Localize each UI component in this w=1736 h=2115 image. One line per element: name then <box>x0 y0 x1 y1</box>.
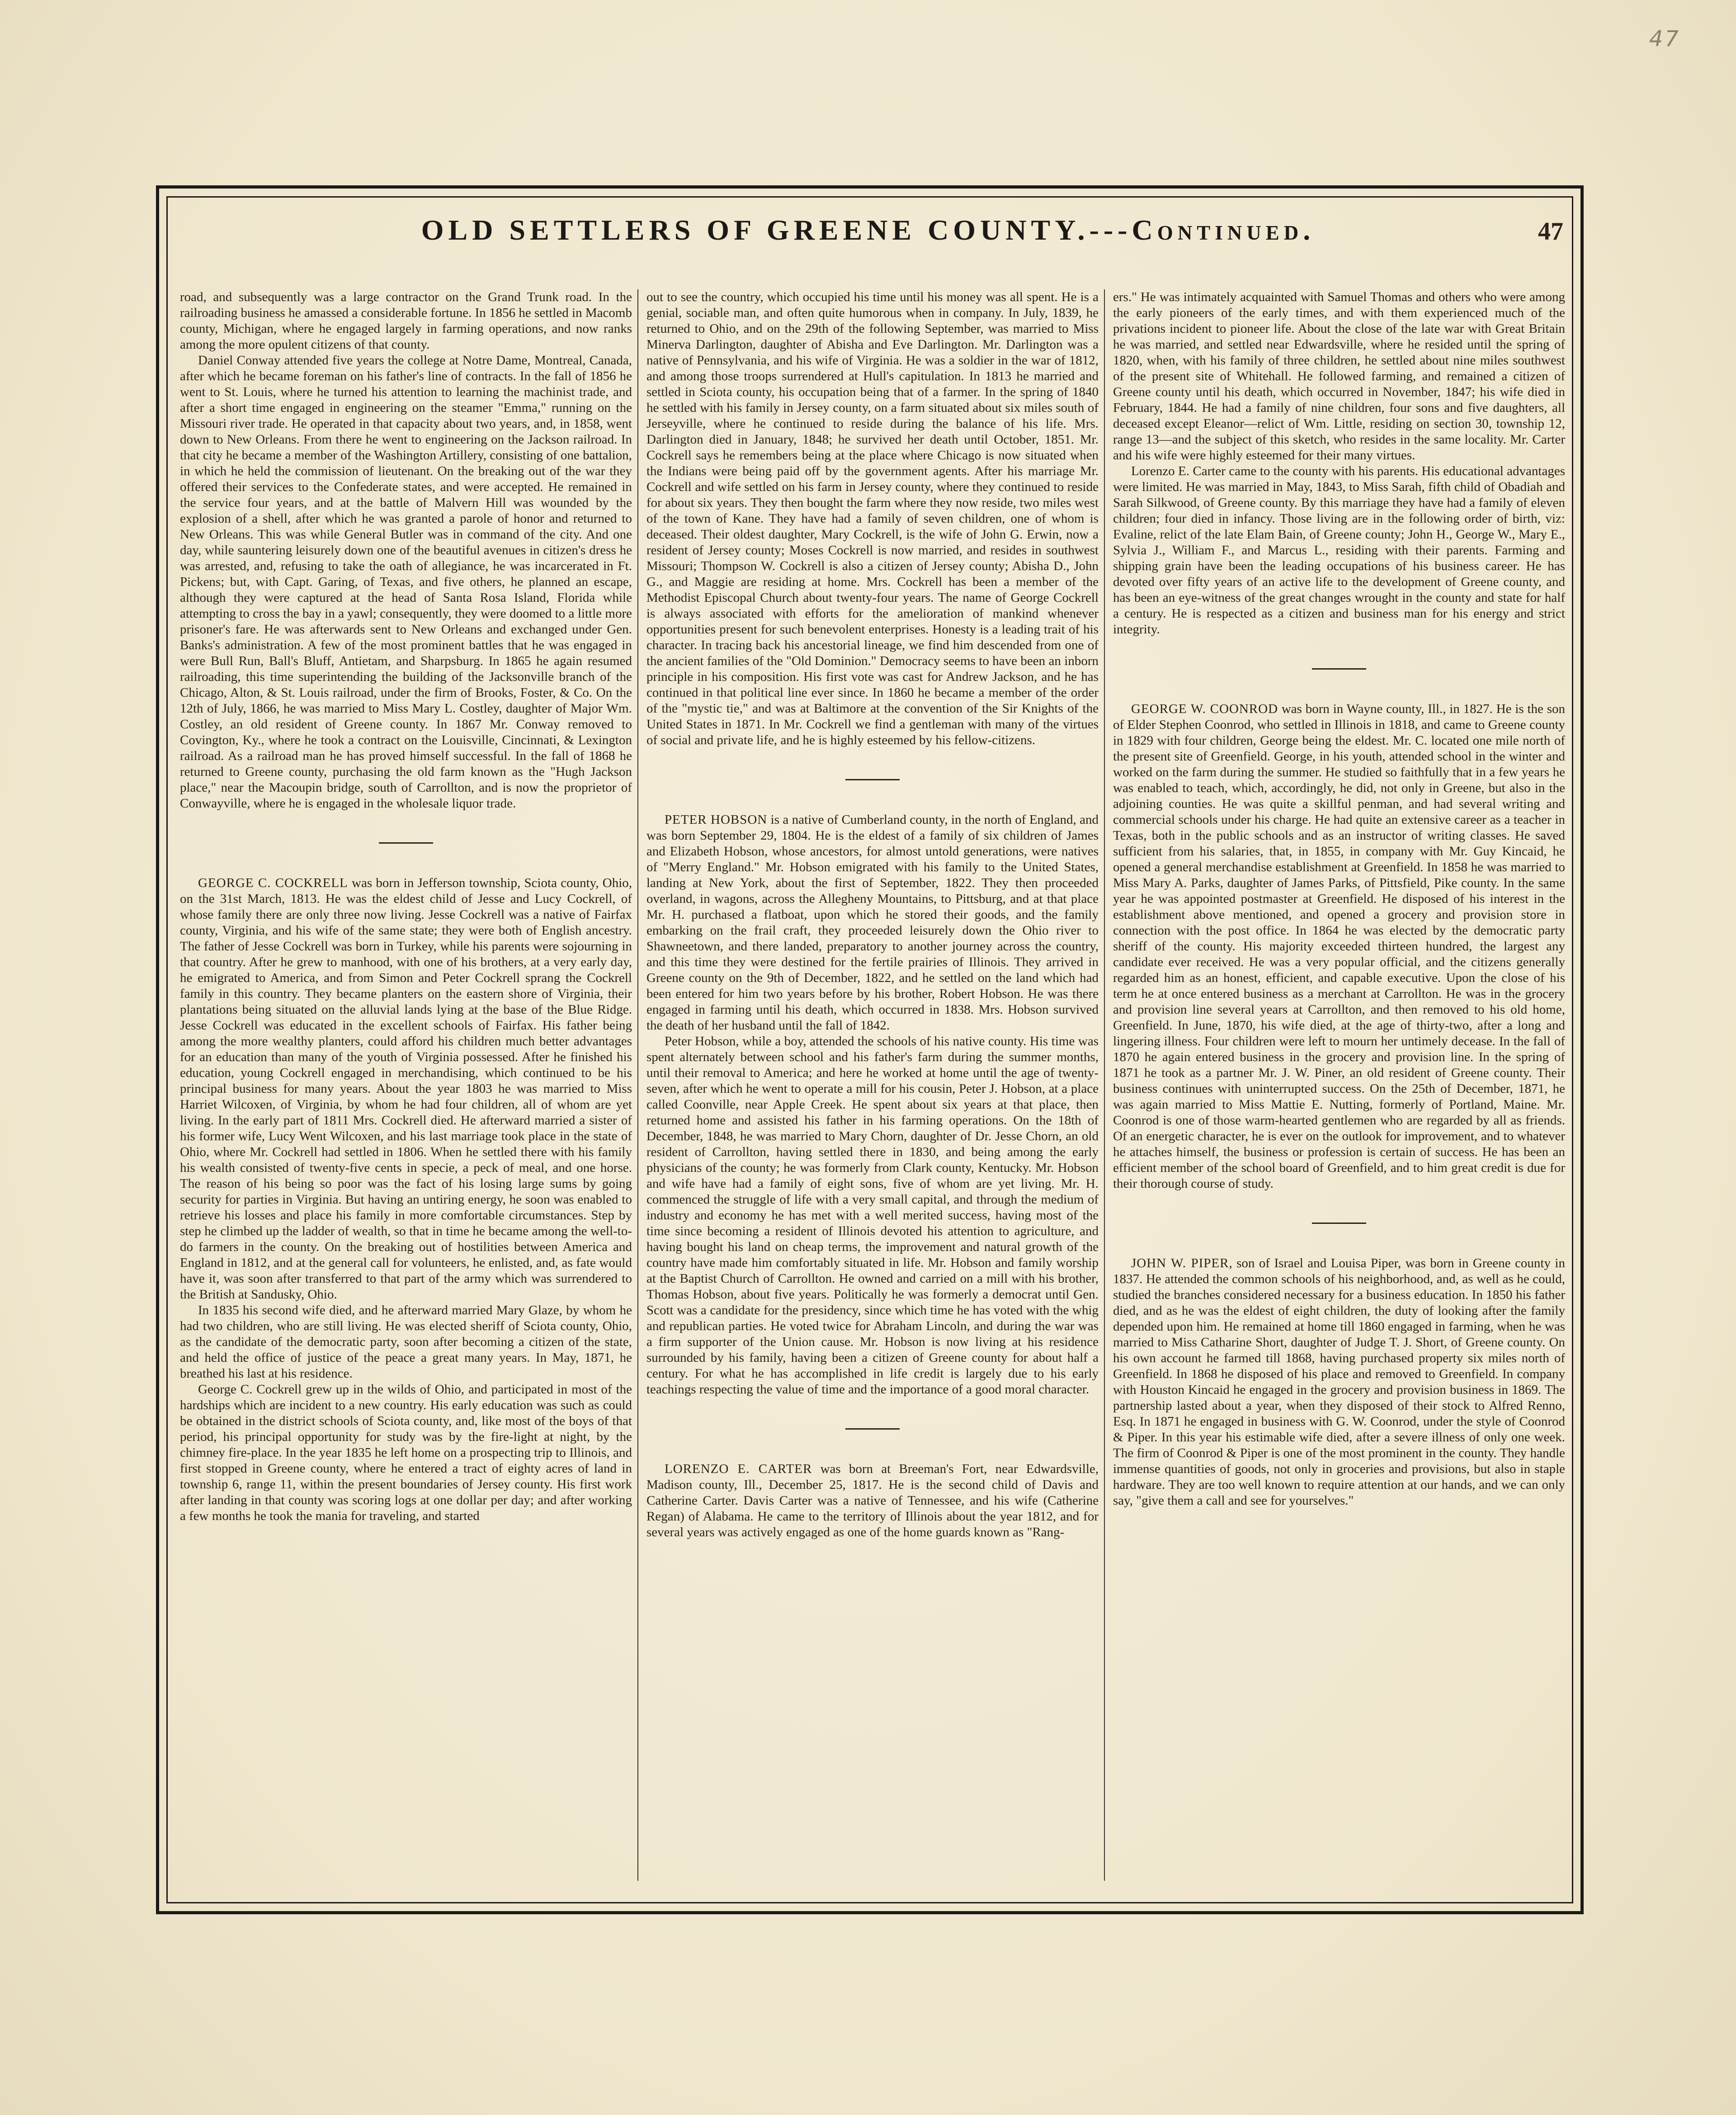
paragraph-text: Lorenzo E. Carter came to the county with his parents. His educational advantages were limited. He was married in May, 1843, to Miss Sarah, fifth child of Obadiah and Sarah Silkwood, of Greene county. By this marriage they have had a family of eleven children; four died in infancy. Those living are in the following order of birth, viz: Evaline, relict of the late Elam Bain, of Greene county; John H., George W., Mary E., Sylvia J., William F., and Marcus L., residing with their parents. Farming and shipping grain have been the leading occupations of his business career. He has devoted over fifty years of an active life to the development of Greene county, and has been an eye-witness of the great changes wrought in the county and state for half a century. He is respected as a citizen and business man for his energy and strict integrity. <box>1113 464 1565 637</box>
paragraph <box>646 1034 1099 1397</box>
paragraph-text: was born at Breeman's Fort, near Edwardsville, Madison county, Ill., December 25, 1817. He is the second child of Davis and Catherine Carter. Davis Carter was a native of Tennessee, and his wife (Catherine Regan) of Alabama. He came to the territory of Illinois about the year 1812, and for several years was actively engaged as one of the home guards known as "Rang- <box>646 1462 1099 1539</box>
paragraph-text: In 1835 his second wife died, and he afterward married Mary Glaze, by whom he had two children, who are still living. He was elected sheriff of Sciota county, Ohio, as the candidate of the democratic party, soon after becoming a citizen of the state, and held the office of justice of the peace a great many years. In May, 1871, he breathed his last at his residence. <box>180 1303 632 1381</box>
paragraph-text: ers." He was intimately acquainted with Samuel Thomas and others who were among the early pioneers of the early times, and with them experienced much of the privations incident to pioneer life. About the close of the late war with Great Britain he was married, and settled near Edwardsville, where he resided until the spring of 1820, when, with his family of three children, he settled about nine miles southwest of the present site of Whitehall. He followed farming, and remained a citizen of Greene county until his death, which occurred in November, 1847; his wife died in February, 1844. He had a family of nine children, four sons and five daughters, all deceased except Eleanor—relict of Wm. Little, residing on section 30, township 12, range 13—and the subject of this sketch, who resides in the same locality. Mr. Carter and his wife were highly esteemed for their many virtues. <box>1113 290 1565 463</box>
paragraph-text: is a native of Cumberland county, in the north of England, and was born September 29, 1804. He is the eldest of a family of six children of James and Elizabeth Hobson, whose ancestors, for almost untold generations, were natives of "Merry England." Mr. Hobson emigrated with his family to the United States, landing at New York, about the first of September, 1822. They then proceeded overland, in wagons, across the Allegheny Mountains, to Pittsburg, and at that place Mr. H. purchased a flatboat, upon which he stored their goods, and the family embarking on the frail craft, they proceeded leisurely down the Ohio river to Shawneetown, and there landed, preparatory to another journey across the country, and this time they were destined for the fertile prairies of Illinois. They arrived in Greene county on the 9th of December, 1822, and he settled on the land which had been entered for him two years before by his brother, Robert Hobson. He was there engaged in farming until his death, which occurred in 1838. Mrs. Hobson survived the death of her husband until the fall of 1842. <box>646 812 1099 1033</box>
text-column-1 <box>180 289 632 1899</box>
paragraph-text: George C. Cockrell grew up in the wilds of Ohio, and participated in most of the hardships which are incident to a new country. His early education was such as could be obtained in the district schools of Sciota county, and, like most of the boys of that period, his principal opportunity for study was by the fire-light at night, by the chimney fire-place. In the year 1835 he left home on a prospecting trip to Illinois, and first stopped in Greene county, where he entered a tract of eighty acres of land in township 6, range 11, within the present boundaries of Jersey county. His first work after landing in that county was scoring logs at one dollar per day; and after working a few months he took the mania for traveling, and started <box>180 1382 632 1523</box>
paragraph <box>646 289 1099 748</box>
paragraph <box>180 1382 632 1524</box>
biography-opening-paragraph <box>646 812 1099 1034</box>
section-separator <box>845 779 900 780</box>
biography-opening-paragraph <box>1113 701 1565 1192</box>
paragraph-text: was born in Jefferson township, Sciota county, Ohio, on the 31st March, 1813. He was the eldest child of Jesse and Lucy Cockrell, of whose family there are only three now living. Jesse Cockrell was a native of Fairfax county, Virginia, and his wife of the same state; they were both of English ancestry. The father of Jesse Cockrell was born in Turkey, while his parents were sojourning in that country. After he grew to manhood, with one of his brothers, at a very early day, he emigrated to America, and from Simon and Peter Cockrell sprang the Cockrell family in this country. They became planters on the eastern shore of Virginia, their plantations being situated on the alluvial lands lying at the base of the Blue Ridge. Jesse Cockrell was educated in the excellent schools of Fairfax. His father being among the more wealthy planters, could afford his children much better advantages for an education than many of the youth of Virginia possessed. After he finished his education, young Cockrell engaged in merchandising, which continued to be his principal business for many years. About the year 1803 he was married to Miss Harriet Wilcoxen, of Virginia, by whom he had four children, all of whom are yet living. In the early part of 1811 Mrs. Cockrell died. He afterward married a sister of his former wife, Lucy Went Wilcoxen, and his last marriage took place in the state of Ohio, where Mr. Cockrell had settled in 1806. When he settled there with his family his wealth consisted of twenty-five cents in specie, a peck of meal, and one horse. The reason of his being so poor was the fact of his losing large sums by going security for parties in Virginia. But having an untiring energy, he soon was enabled to retrieve his losses and place his family in more comfortable circumstances. Step by step he climbed up the ladder of wealth, so that in time he became among the well-to-do farmers in the county. On the breaking out of hostilities between America and England in 1812, and at the general call for volunteers, he enlisted, and, as fate would have it, was soon after transferred to that part of the army which was surrendered to the British at Sandusky, Ohio. <box>180 876 632 1302</box>
handwritten-folio-number: 47 <box>1649 26 1681 52</box>
biography-subject-name: LORENZO E. CARTER <box>665 1462 812 1476</box>
biography-subject-name: JOHN W. PIPER <box>1131 1256 1229 1270</box>
biography-subject-name: GEORGE W. COONROD <box>1131 702 1278 716</box>
paragraph-text: out to see the country, which occupied his time until his money was all spent. He is a genial, sociable man, and often quite humorous when in company. In July, 1839, he returned to Ohio, and on the 29th of the following September, was married to Miss Minerva Darlington, daughter of Abisha and Eve Darlington. Mr. Darlington was a native of Pennsylvania, and his wife of Virginia. He was a soldier in the war of 1812, and among those troops surrendered at Hull's capitulation. In 1813 he married and settled in Sciota county, his occupation being that of a farmer. In the spring of 1840 he settled with his family in Jersey county, on a farm situated about six miles south of Jerseyville, where he continued to reside during the balance of his life. Mrs. Darlington died in January, 1848; he survived her death until October, 1851. Mr. Cockrell says he remembers being at the place where Chicago is now situated when the Indians were being paid off by the government agents. After his marriage Mr. Cockrell and wife settled on his farm in Jersey county, where they continued to reside for about six years. They then bought the farm where they now reside, two miles west of the town of Kane. They have had a family of seven children, one of whom is deceased. Their oldest daughter, Mary Cockrell, is the wife of John G. Erwin, now a resident of Jersey county; Moses Cockrell is now married, and resides in southwest Missouri; Thompson W. Cockrell is also a citizen of Jersey county; Abisha D., John G., and Maggie are residing at home. Mrs. Cockrell has been a member of the Methodist Episcopal Church about twenty-four years. The name of George Cockrell is always associated with efforts for the amelioration of mankind whenever opportunities present for such benevolent enterprises. Honesty is a leading trait of his character. In tracing back his ancestorial lineage, we find him descended from one of the ancient families of the "Old Dominion." Democracy seems to have been an inborn principle in his composition. His first vote was cast for Andrew Jackson, and he has continued in that political line ever since. In 1860 he became a member of the order of the "mystic tie," and was at Baltimore at the convention of the Sir Knights of the United States in 1871. In Mr. Cockrell we find a gentleman with many of the virtues of social and private life, and he is highly esteemed by his fellow-citizens. <box>646 290 1099 747</box>
section-separator <box>845 1428 900 1430</box>
paragraph <box>1113 463 1565 637</box>
paragraph <box>1113 289 1565 463</box>
text-column-3 <box>1113 289 1565 1899</box>
paragraph-text: was born in Wayne county, Ill., in 1827. He is the son of Elder Stephen Coonrod, who settled in Illinois in 1818, and came to Greene county in 1829 with four children, George being the eldest. Mr. C. located one mile north of the present site of Greenfield. George, in his youth, attended school in the winter and worked on the farm during the summer. He studied so faithfully that in a few years he was enabled to teach, which, accordingly, he did, not only in Greene, but also in the adjoining counties. He was quite a skillful penman, and had several writing and commercial schools under his charge. He had quite an extensive career as a teacher in Texas, both in the public schools and as an instructor of writing classes. He saved sufficient from his salaries, that, in 1855, in company with Mr. Guy Kincaid, he opened a general merchandise establishment at Greenfield. In 1858 he was married to Miss Mary A. Parks, daughter of James Parks, of Pittsfield, Pike county. In the same year he was appointed postmaster at Greenfield. He disposed of his interest in the establishment above mentioned, and opened a grocery and provision store in connection with the post office. In 1864 he was elected by the democratic party sheriff of the county. His majority exceeded thirteen hundred, the largest any candidate ever received. He was a very popular official, and the citizens generally regarded him as an honest, efficient, and capable executive. Upon the close of his term he at once entered business as a merchant at Carrollton. He was in the grocery and provision line several years at Carrollton, and then removed to his old home, Greenfield. In June, 1870, his wife died, at the age of thirty-two, after a long and lingering illness. Four children were left to mourn her untimely decease. In the fall of 1870 he again entered business in the grocery and provision line. In the spring of 1871 he took as a partner Mr. J. W. Piner, an old resident of Greene county. Their business continues with uninterrupted success. On the 25th of December, 1871, he was again married to Miss Mattie E. Nutting, formerly of Portland, Maine. Mr. Coonrod is one of those warm-hearted gentlemen who are regarded by all as friends. Of an energetic character, he is ever on the outlook for improvement, and to whatever he attaches himself, the business or profession is certain of success. He has been an efficient member of the school board of Greenfield, and to him great credit is due for their thorough course of study. <box>1113 702 1565 1191</box>
section-separator <box>1312 1223 1366 1224</box>
biography-opening-paragraph <box>646 1461 1099 1540</box>
biography-opening-paragraph <box>1113 1256 1565 1509</box>
paragraph <box>180 353 632 812</box>
column-divider-2 <box>1104 289 1105 1881</box>
page-number: 47 <box>1538 217 1563 245</box>
page-header-title <box>316 213 1420 254</box>
paragraph-text: Peter Hobson, while a boy, attended the schools of his native county. His time was spent alternately between school and his father's farm during the summer months, until their removal to America; and here he worked at home until the age of twenty-seven, after which he went to operate a mill for his cousin, Peter J. Hobson, at a place called Coonville, near Apple Creek. He spent about six years at that place, then returned home and assisted his father in his farming operations. On the 18th of December, 1848, he was married to Mary Chorn, daughter of Dr. Jesse Chorn, an old resident of Carrollton, having settled there in 1830, and being among the early physicians of the county; he was formerly from Clark county, Kentucky. Mr. Hobson and wife have had a family of eight sons, five of whom are yet living. Mr. H. commenced the struggle of life with a very small capital, and through the medium of industry and economy he has met with a well merited success, having most of the time since becoming a resident of Illinois devoted his attention to agriculture, and having bought his land on cheap terms, the improvement and natural growth of the country have made him comfortably situated in life. Mr. Hobson and family worship at the Baptist Church of Carrollton. He owned and carried on a mill with his brother, Thomas Hobson, about five years. Politically he was formerly a democrat until Gen. Scott was a candidate for the presidency, since which time he has voted with the whig and republican parties. He voted twice for Abraham Lincoln, and during the war was a firm supporter of the Union cause. Mr. Hobson is now living at his residence surrounded by his family, having been a citizen of Greene county for about half a century. For what he has accomplished in life credit is largely due to his early teachings respecting the value of time and the importance of a good moral character. <box>646 1034 1099 1397</box>
paragraph-text: road, and subsequently was a large contractor on the Grand Trunk road. In the railroading business he amassed a considerable fortune. In 1856 he settled in Macomb county, Michigan, where he engaged largely in farming operations, and now ranks among the more opulent citizens of that county. <box>180 290 632 352</box>
biography-subject-name: PETER HOBSON <box>665 812 768 827</box>
header-title-text: OLD SETTLERS OF GREENE COUNTY.---Continued. <box>421 214 1315 246</box>
paragraph-text: Daniel Conway attended five years the college at Notre Dame, Montreal, Canada, after which he became foreman on his father's line of contracts. In the fall of 1856 he went to St. Louis, where he turned his attention to learning the machinist trade, and after a short time engaged in engineering on the steamer "Emma," running on the Missouri river trade. He operated in that capacity about two years, and, in 1858, went down to New Orleans. From there he went to engineering on the Jackson railroad. In that city he became a member of the Washington Artillery, consisting of one battalion, in which he held the commission of lieutenant. On the breaking out of the war they offered their services to the Confederate states, and were accepted. He remained in the service four years, and at the battle of Malvern Hill was wounded by the explosion of a shell, after which he was granted a parole of honor and returned to New Orleans. This was while General Butler was in command of the city. And one day, while sauntering leisurely down one of the beautiful avenues in citizen's dress he was arrested, and, refusing to take the oath of allegiance, he was incarcerated in Ft. Pickens; but, with Capt. Garing, of Texas, and five others, he planned an escape, although they were captured at the head of Santa Rosa Island, Florida while attempting to cross the bay in a yawl; consequently, they were doomed to a little more prisoner's fare. He was afterwards sent to New Orleans and exchanged under Gen. Banks's administration. A few of the most prominent battles that he was engaged in were Bull Run, Ball's Bluff, Antietam, and Sharpsburg. In 1865 he again resumed railroading, this time superintending the building of the Jacksonville branch of the Chicago, Alton, & St. Louis railroad, under the firm of Brooks, Foster, & Co. On the 12th of July, 1866, he was married to Miss Mary L. Costley, daughter of Major Wm. Costley, an old resident of Greene county. In 1867 Mr. Conway removed to Covington, Ky., where he took a contract on the Louisville, Cincinnati, & Lexington railroad. As a railroad man he has proved himself successful. In the fall of 1868 he returned to Greene county, purchasing the old farm known as the "Hugh Jackson place," near the Macoupin bridge, south of Carrollton, and is now the proprietor of Conwayville, where he is engaged in the wholesale liquor trade. <box>180 353 632 811</box>
paragraph <box>180 1303 632 1382</box>
paragraph-text: , son of Israel and Louisa Piper, was born in Greene county in 1837. He attended the common schools of his neighborhood, and, as well as he could, studied the branches considered necessary for a business education. In 1850 his father died, and as he was the eldest of eight children, the duty of looking after the family depended upon him. He remained at home till 1860 engaged in farming, when he was married to Miss Catharine Short, daughter of Judge T. J. Short, of Greene county. On his own account he farmed till 1868, having purchased property six miles north of Greenfield. In 1868 he disposed of his place and removed to Greenfield. In company with Houston Kincaid he engaged in the grocery and provision business in 1869. The partnership lasted about a year, when they disposed of their stock to Alfred Renno, Esq. In 1871 he engaged in business with G. W. Coonrod, under the style of Coonrod & Piper. In this year his estimable wife died, after a severe illness of only one week. The firm of Coonrod & Piper is one of the most prominent in the county. They handle immense quantities of goods, not only in groceries and provisions, but also in staple hardware. They are too well known to require attention at our hands, and we can only say, "give them a call and see for yourselves." <box>1113 1256 1565 1508</box>
paragraph <box>180 289 632 353</box>
section-separator <box>1312 668 1366 670</box>
column-divider-1 <box>637 289 638 1881</box>
section-separator <box>379 842 433 844</box>
biography-subject-name: GEORGE C. COCKRELL <box>198 876 348 890</box>
text-column-2 <box>646 289 1099 1899</box>
biography-opening-paragraph <box>180 875 632 1303</box>
